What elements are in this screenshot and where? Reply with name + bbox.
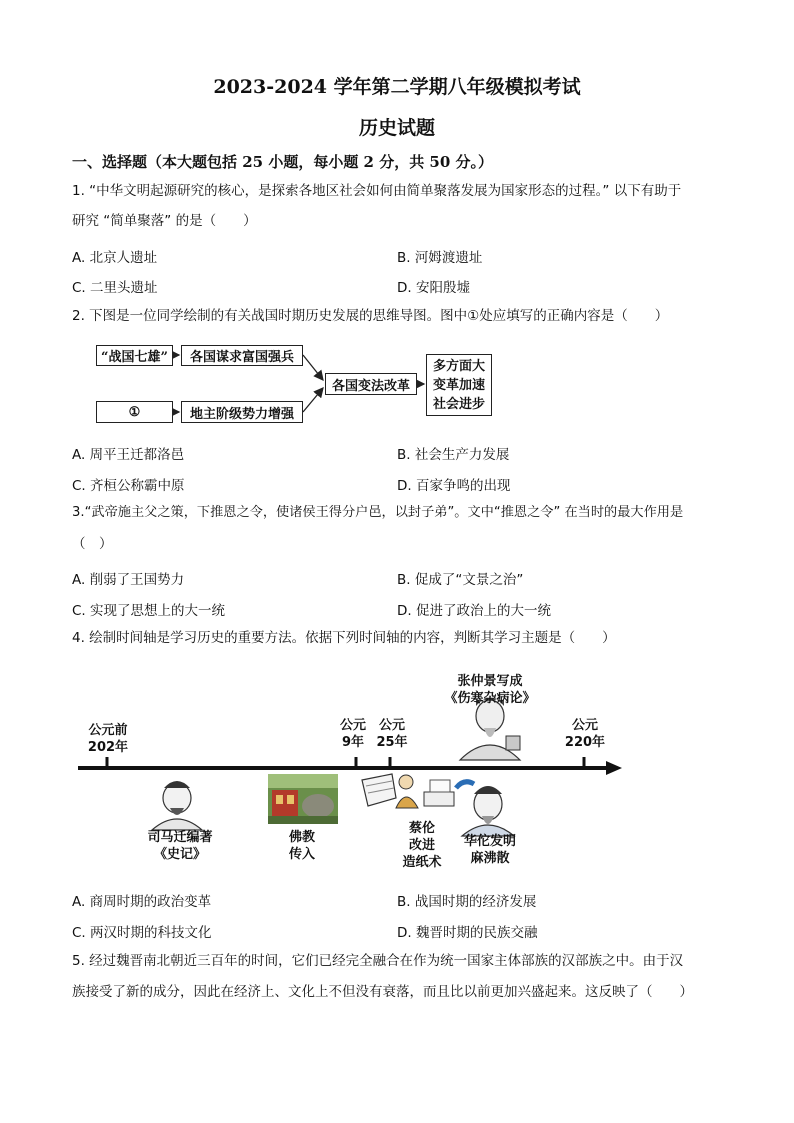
exam-subject: 历史试题	[358, 117, 435, 139]
cai-lun-illustration	[362, 774, 454, 808]
section-heading: 一、选择题（本大题包括 25 小题，每小题 2 分，共 50 分。）	[72, 153, 494, 171]
q5-stem-line2: 族接受了新的成分，因此在经济上、文化上不但没有衰落，而且比以前更加兴盛起来。这反映了（ ）	[72, 984, 693, 1000]
zhang-zhongjing-illustration	[460, 698, 520, 760]
timeline-event-shiji: 司马迁编著 《史记》	[147, 830, 213, 862]
q1-stem-line1: 1. “中华文明起源研究的核心，是探索各地区社会如何由简单聚落发展为国家形态的过程。” 以下有助于	[72, 183, 682, 199]
q4-option-b: B. 战国时期的经济发展	[397, 894, 537, 910]
q2-option-c: C. 齐桓公称霸中原	[72, 478, 185, 494]
timeline-event-shanghan: 张仲景写成 《伤寒杂病论》	[444, 674, 536, 706]
q1-option-b: B. 河姆渡遗址	[397, 250, 483, 266]
q2-option-a: A. 周平王迁都洛邑	[72, 447, 185, 463]
timeline-event-anesthesia: 华佗发明 麻沸散	[463, 834, 516, 866]
q1-stem-line2: 研究 “简单聚落” 的是（ ）	[72, 213, 257, 229]
timeline-arrow-head	[606, 761, 622, 775]
q3-option-c: C. 实现了思想上的大一统	[72, 603, 226, 619]
q4-stem: 4. 绘制时间轴是学习历史的重要方法。依据下列时间轴的内容，判断其学习主题是（ ）	[72, 630, 616, 646]
q3-option-d: D. 促进了政治上的大一统	[397, 603, 551, 619]
q4-option-a: A. 商周时期的政治变革	[72, 894, 212, 910]
q5-stem-line1: 5. 经过魏晋南北朝近三百年的时间，它们已经完全融合在作为统一国家主体部族的汉部族之中。由于汉	[72, 953, 684, 969]
sima-qian-illustration	[152, 781, 202, 830]
q1-option-c: C. 二里头遗址	[72, 280, 158, 296]
q4-option-c: C. 两汉时期的科技文化	[72, 925, 212, 941]
mind-map-box-result: 多方面大 变革加速 社会进步	[426, 354, 492, 416]
mind-map-box-wealth: 各国谋求富国强兵	[181, 345, 303, 366]
buddhism-photo	[268, 774, 338, 824]
mind-map-box-reform: 各国变法改革	[325, 373, 417, 395]
q2-option-b: B. 社会生产力发展	[397, 447, 510, 463]
timeline-date-202bc: 公元前 202年	[87, 723, 129, 755]
q2-option-d: D. 百家争鸣的出现	[397, 478, 511, 494]
q1-option-d: D. 安阳殷墟	[397, 280, 470, 296]
q3-stem-line1: 3.“武帝施主父之策，下推恩之令，使诸侯王得分户邑，以封子弟”。文中“推恩之令” 在当时的最大作用是	[72, 505, 684, 520]
mind-map-box-blank-1: ①	[96, 401, 173, 423]
q3-option-a: A. 削弱了王国势力	[72, 572, 185, 588]
hua-tuo-illustration	[456, 782, 514, 836]
q2-stem: 2. 下图是一位同学绘制的有关战国时期历史发展的思维导图。图中①处应填写的正确内容是（ ）	[72, 308, 669, 324]
timeline-date-25ad: 公元 25年	[376, 718, 408, 750]
q3-stem-line2: （ ）	[72, 536, 113, 552]
q4-option-d: D. 魏晋时期的民族交融	[397, 925, 538, 941]
q1-option-a: A. 北京人遗址	[72, 250, 158, 266]
mind-map-box-landlord: 地主阶级势力增强	[181, 401, 303, 423]
mind-map-box-seven-states: “战国七雄”	[96, 345, 173, 366]
timeline-event-buddhism: 佛教 传入	[288, 830, 315, 862]
timeline-date-220ad: 公元 220年	[564, 718, 606, 750]
timeline-event-papermaking: 蔡伦 改进 造纸术	[402, 821, 442, 870]
exam-title: 2023-2024 学年第二学期八年级模拟考试	[213, 76, 581, 98]
q3-option-b: B. 促成了“文景之治”	[397, 572, 524, 588]
timeline-date-9ad: 公元 9年	[339, 718, 366, 750]
